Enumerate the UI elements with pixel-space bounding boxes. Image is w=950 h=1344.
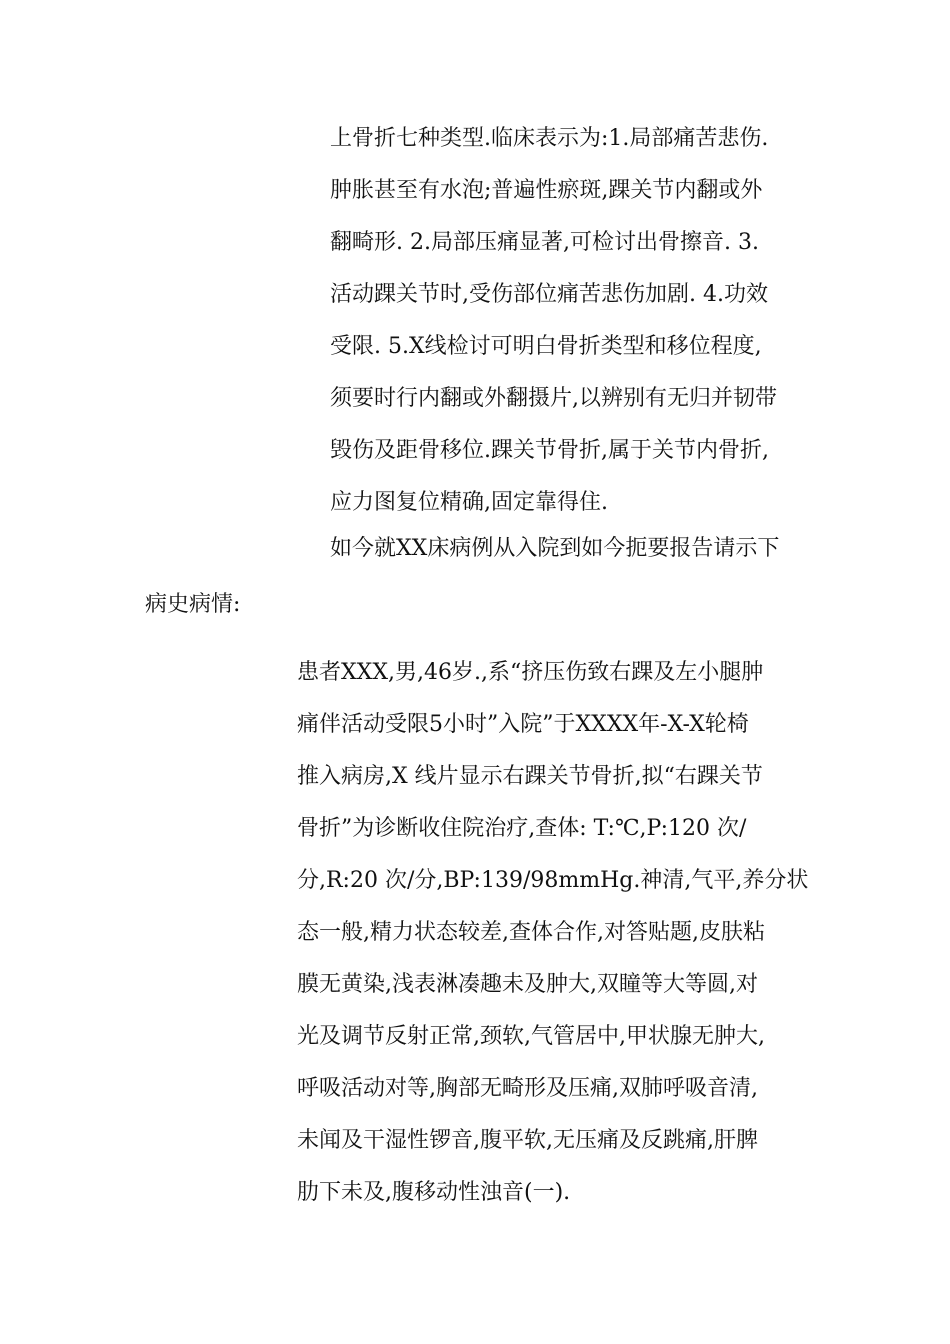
text-line: 活动踝关节时,受伤部位痛苦悲伤加剧. 4.功效: [330, 282, 768, 307]
text-line: 呼吸活动对等,胸部无畸形及压痛,双肺呼吸音清,: [297, 1076, 758, 1101]
text-line: 肋下未及,腹移动性浊音(一).: [297, 1180, 571, 1205]
text-line: 应力图复位精确,固定靠得住.: [330, 490, 608, 515]
text-line: 分,R:20 次/分,BP:139/98mmHg.神清,气平,养分状: [297, 868, 809, 893]
text-line: 肿胀甚至有水泡;普遍性瘀斑,踝关节内翻或外: [330, 178, 763, 203]
intro-text: 如今就XX床病例从入院到如今扼要报告请示下: [330, 536, 780, 561]
section-heading: 病史病情:: [145, 592, 241, 617]
text-line: 态一般,精力状态较差,查体合作,对答贴题,皮肤粘: [297, 920, 765, 945]
text-line: 患者XXX,男,46岁.,系“挤压伤致右踝及左小腿肿: [297, 660, 764, 685]
text-line: 翻畸形. 2.局部压痛显著,可检讨出骨擦音. 3.: [330, 230, 759, 255]
text-line: 膜无黄染,浅表淋凑趣未及肿大,双瞳等大等圆,对: [297, 972, 758, 997]
text-line: 推入病房,X 线片显示右踝关节骨折,拟“右踝关节: [297, 764, 763, 789]
text-line: 痛伴活动受限5小时”入院”于XXXX年-X-X轮椅: [297, 712, 749, 737]
text-line: 骨折”为诊断收住院治疗,查体: T:℃,P:120 次/: [297, 816, 747, 841]
text-line: 光及调节反射正常,颈软,气管居中,甲状腺无肿大,: [297, 1024, 765, 1049]
text-line: 受限. 5.X线检讨可明白骨折类型和移位程度,: [330, 334, 762, 359]
text-line: 未闻及干湿性锣音,腹平软,无压痛及反跳痛,肝脾: [297, 1128, 758, 1153]
text-line: 须要时行内翻或外翻摄片,以辨别有无归并韧带: [330, 386, 777, 411]
text-line: 毁伤及距骨移位.踝关节骨折,属于关节内骨折,: [330, 438, 769, 463]
text-line: 上骨折七种类型.临床表示为:1.局部痛苦悲伤.: [330, 126, 769, 151]
